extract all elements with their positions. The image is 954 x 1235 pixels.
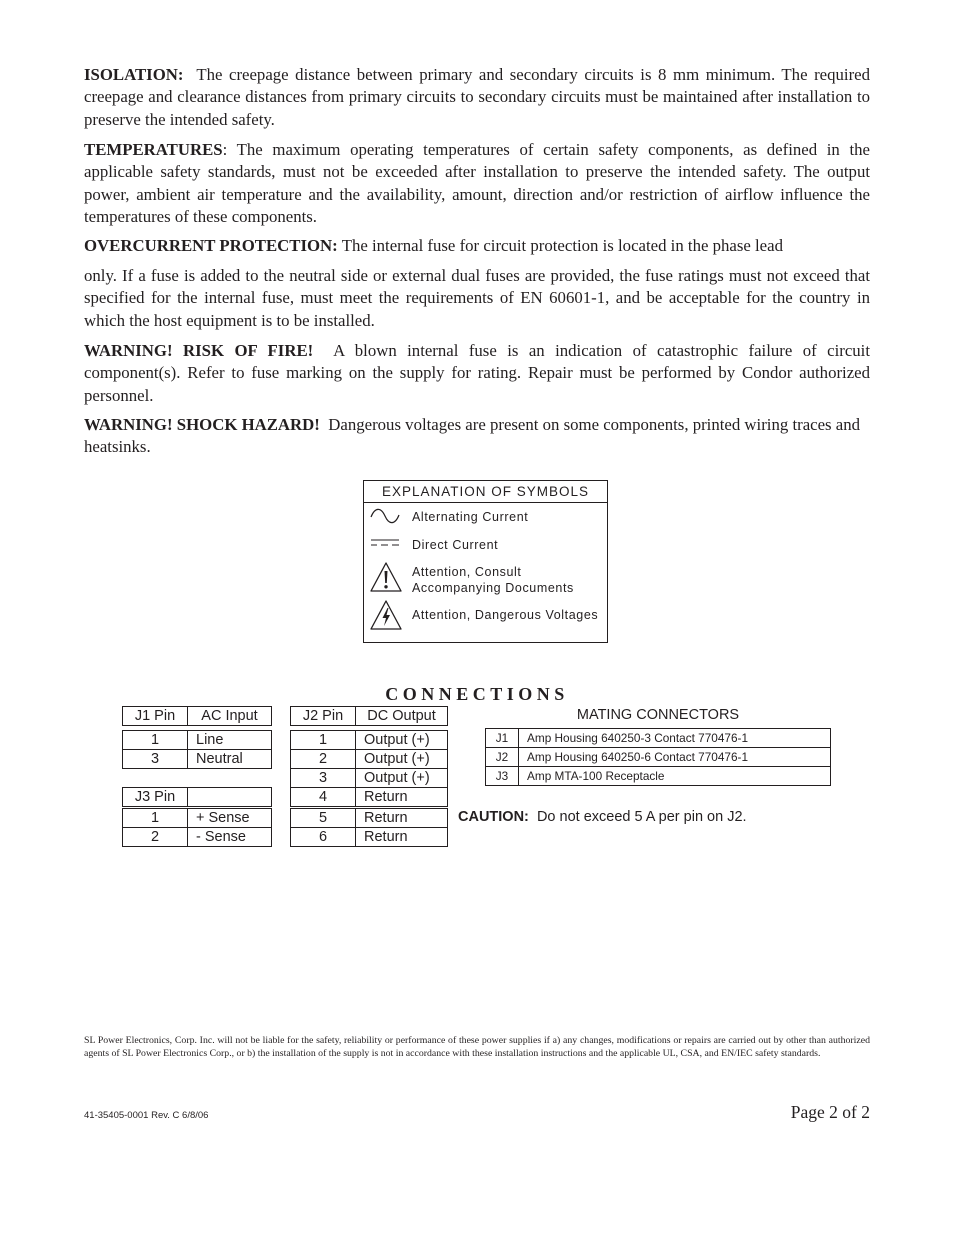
isolation-heading: ISOLATION: (84, 65, 184, 84)
j2-row5-signal: Return (355, 808, 448, 828)
j2-header-pin: J2 Pin (290, 706, 356, 726)
j3-header-signal (187, 787, 272, 807)
overcurrent-text-line1: The internal fuse for circuit protection is located in the phase lead (341, 236, 783, 255)
temperatures-text: : The maximum operating temperatures of certain safety components, as defined in the applicable safety standards, must not be exceeded after installation to preserve the intended safety. The output power, ambient air temperature and the availability, amount, direction and/or restriction of airflow influence the temperatures of these components. (84, 140, 870, 226)
mating-connectors-table (485, 728, 831, 786)
j3-row2-signal: - Sense (187, 827, 272, 847)
mating-connector-id: J1 (486, 729, 519, 748)
mating-connector-part: Amp MTA-100 Receptacle (519, 767, 831, 786)
isolation-text: The creepage distance between primary and secondary circuits is 8 mm minimum. The required creepage and clearance distances from primary circuits to secondary circuits must be maintained after installation to preserve the intended safety. (84, 65, 871, 129)
symbol-label-voltage: Attention, Dangerous Voltages (412, 608, 599, 622)
sine-wave-icon (369, 506, 401, 526)
j1-row1-pin: 1 (122, 730, 188, 750)
symbols-box (363, 480, 608, 643)
fire-warning-text: A blown internal fuse is an indication of catastrophic failure of circuit component(s). Refer to fuse marking on the supply for rating. Repair must be performed by Condor authorized personnel. (84, 341, 870, 405)
j2-row2-pin: 2 (290, 749, 356, 769)
j2-header-signal: DC Output (355, 706, 448, 726)
document-number: 41-35405-0001 Rev. C 6/8/06 (84, 1110, 209, 1121)
shock-warning-heading: WARNING! SHOCK HAZARD! (84, 415, 320, 434)
j3-row1-signal: + Sense (187, 808, 272, 828)
mating-connector-id: J3 (486, 767, 519, 786)
exclamation-triangle-icon (369, 561, 403, 593)
mating-connector-part: Amp Housing 640250-3 Contact 770476-1 (519, 729, 831, 748)
temperatures-paragraph (84, 139, 870, 228)
mating-connectors-title: MATING CONNECTORS (576, 707, 740, 723)
j3-header-pin: J3 Pin (122, 787, 188, 807)
shock-warning-paragraph (84, 414, 870, 459)
j2-row1-pin: 1 (290, 730, 356, 750)
fire-warning-heading: WARNING! RISK OF FIRE! (84, 341, 314, 360)
j2-row3-pin: 3 (290, 768, 356, 788)
isolation-paragraph (84, 64, 870, 131)
table-row (486, 748, 831, 767)
j2-row3-signal: Output (+) (355, 768, 448, 788)
j1-row2-pin: 3 (122, 749, 188, 769)
j2-row4-signal: Return (355, 787, 448, 807)
j2-row4-pin: 4 (290, 787, 356, 807)
shock-warning-text: Dangerous voltages are present on some components, printed wiring traces and heatsinks. (84, 415, 860, 457)
j1-row1-signal: Line (187, 730, 272, 750)
j2-row6-pin: 6 (290, 827, 356, 847)
page-number: Page 2 of 2 (790, 1102, 870, 1122)
fire-warning-paragraph (84, 340, 870, 407)
j3-row2-pin: 2 (122, 827, 188, 847)
overcurrent-paragraph-line1 (84, 235, 870, 257)
j2-row2-signal: Output (+) (355, 749, 448, 769)
j2-row5-pin: 5 (290, 808, 356, 828)
connections-title: CONNECTIONS (385, 684, 569, 704)
mating-connector-part: Amp Housing 640250-6 Contact 770476-1 (519, 748, 831, 767)
caution-note (458, 809, 747, 825)
mating-connector-id: J2 (486, 748, 519, 767)
symbol-label-attention-line1: Attention, Consult (412, 565, 522, 579)
j1-header-pin: J1 Pin (122, 706, 188, 726)
liability-disclaimer: SL Power Electronics, Corp. Inc. will not be liable for the safety, reliability or performance of these power supplies if a) any changes, modifications or repairs are carried out by other than authorized agents of SL Power Electronics Corp., or b) the installation of the supply is not in accordance with these installation instructions and the applicable UL, CSA, and EN/IEC safety standards. (84, 1035, 870, 1059)
symbols-title: EXPLANATION OF SYMBOLS (364, 481, 607, 503)
temperatures-heading: TEMPERATURES (84, 140, 223, 159)
j1-row2-signal: Neutral (187, 749, 272, 769)
j3-row1-pin: 1 (122, 808, 188, 828)
dc-lines-icon (369, 535, 401, 551)
overcurrent-paragraph-rest: only. If a fuse is added to the neutral side or external dual fuses are provided, the fuse ratings must not exceed that specified for the internal fuse, must meet the requirements of EN 60601-1, and be acceptable for the country in which the host equipment is to be installed. (84, 266, 870, 330)
j1-header-signal: AC Input (187, 706, 272, 726)
table-row (486, 729, 831, 748)
j2-row1-signal: Output (+) (355, 730, 448, 750)
caution-text: Do not exceed 5 A per pin on J2. (536, 809, 747, 825)
table-row (486, 767, 831, 786)
lightning-triangle-icon (369, 599, 403, 631)
caution-label: CAUTION: (458, 809, 529, 825)
symbol-label-attention-line2: Accompanying Documents (412, 581, 574, 595)
j2-row6-signal: Return (355, 827, 448, 847)
symbol-label-ac: Alternating Current (412, 510, 529, 524)
overcurrent-heading: OVERCURRENT PROTECTION: (84, 236, 338, 255)
symbol-label-dc: Direct Current (412, 538, 499, 552)
